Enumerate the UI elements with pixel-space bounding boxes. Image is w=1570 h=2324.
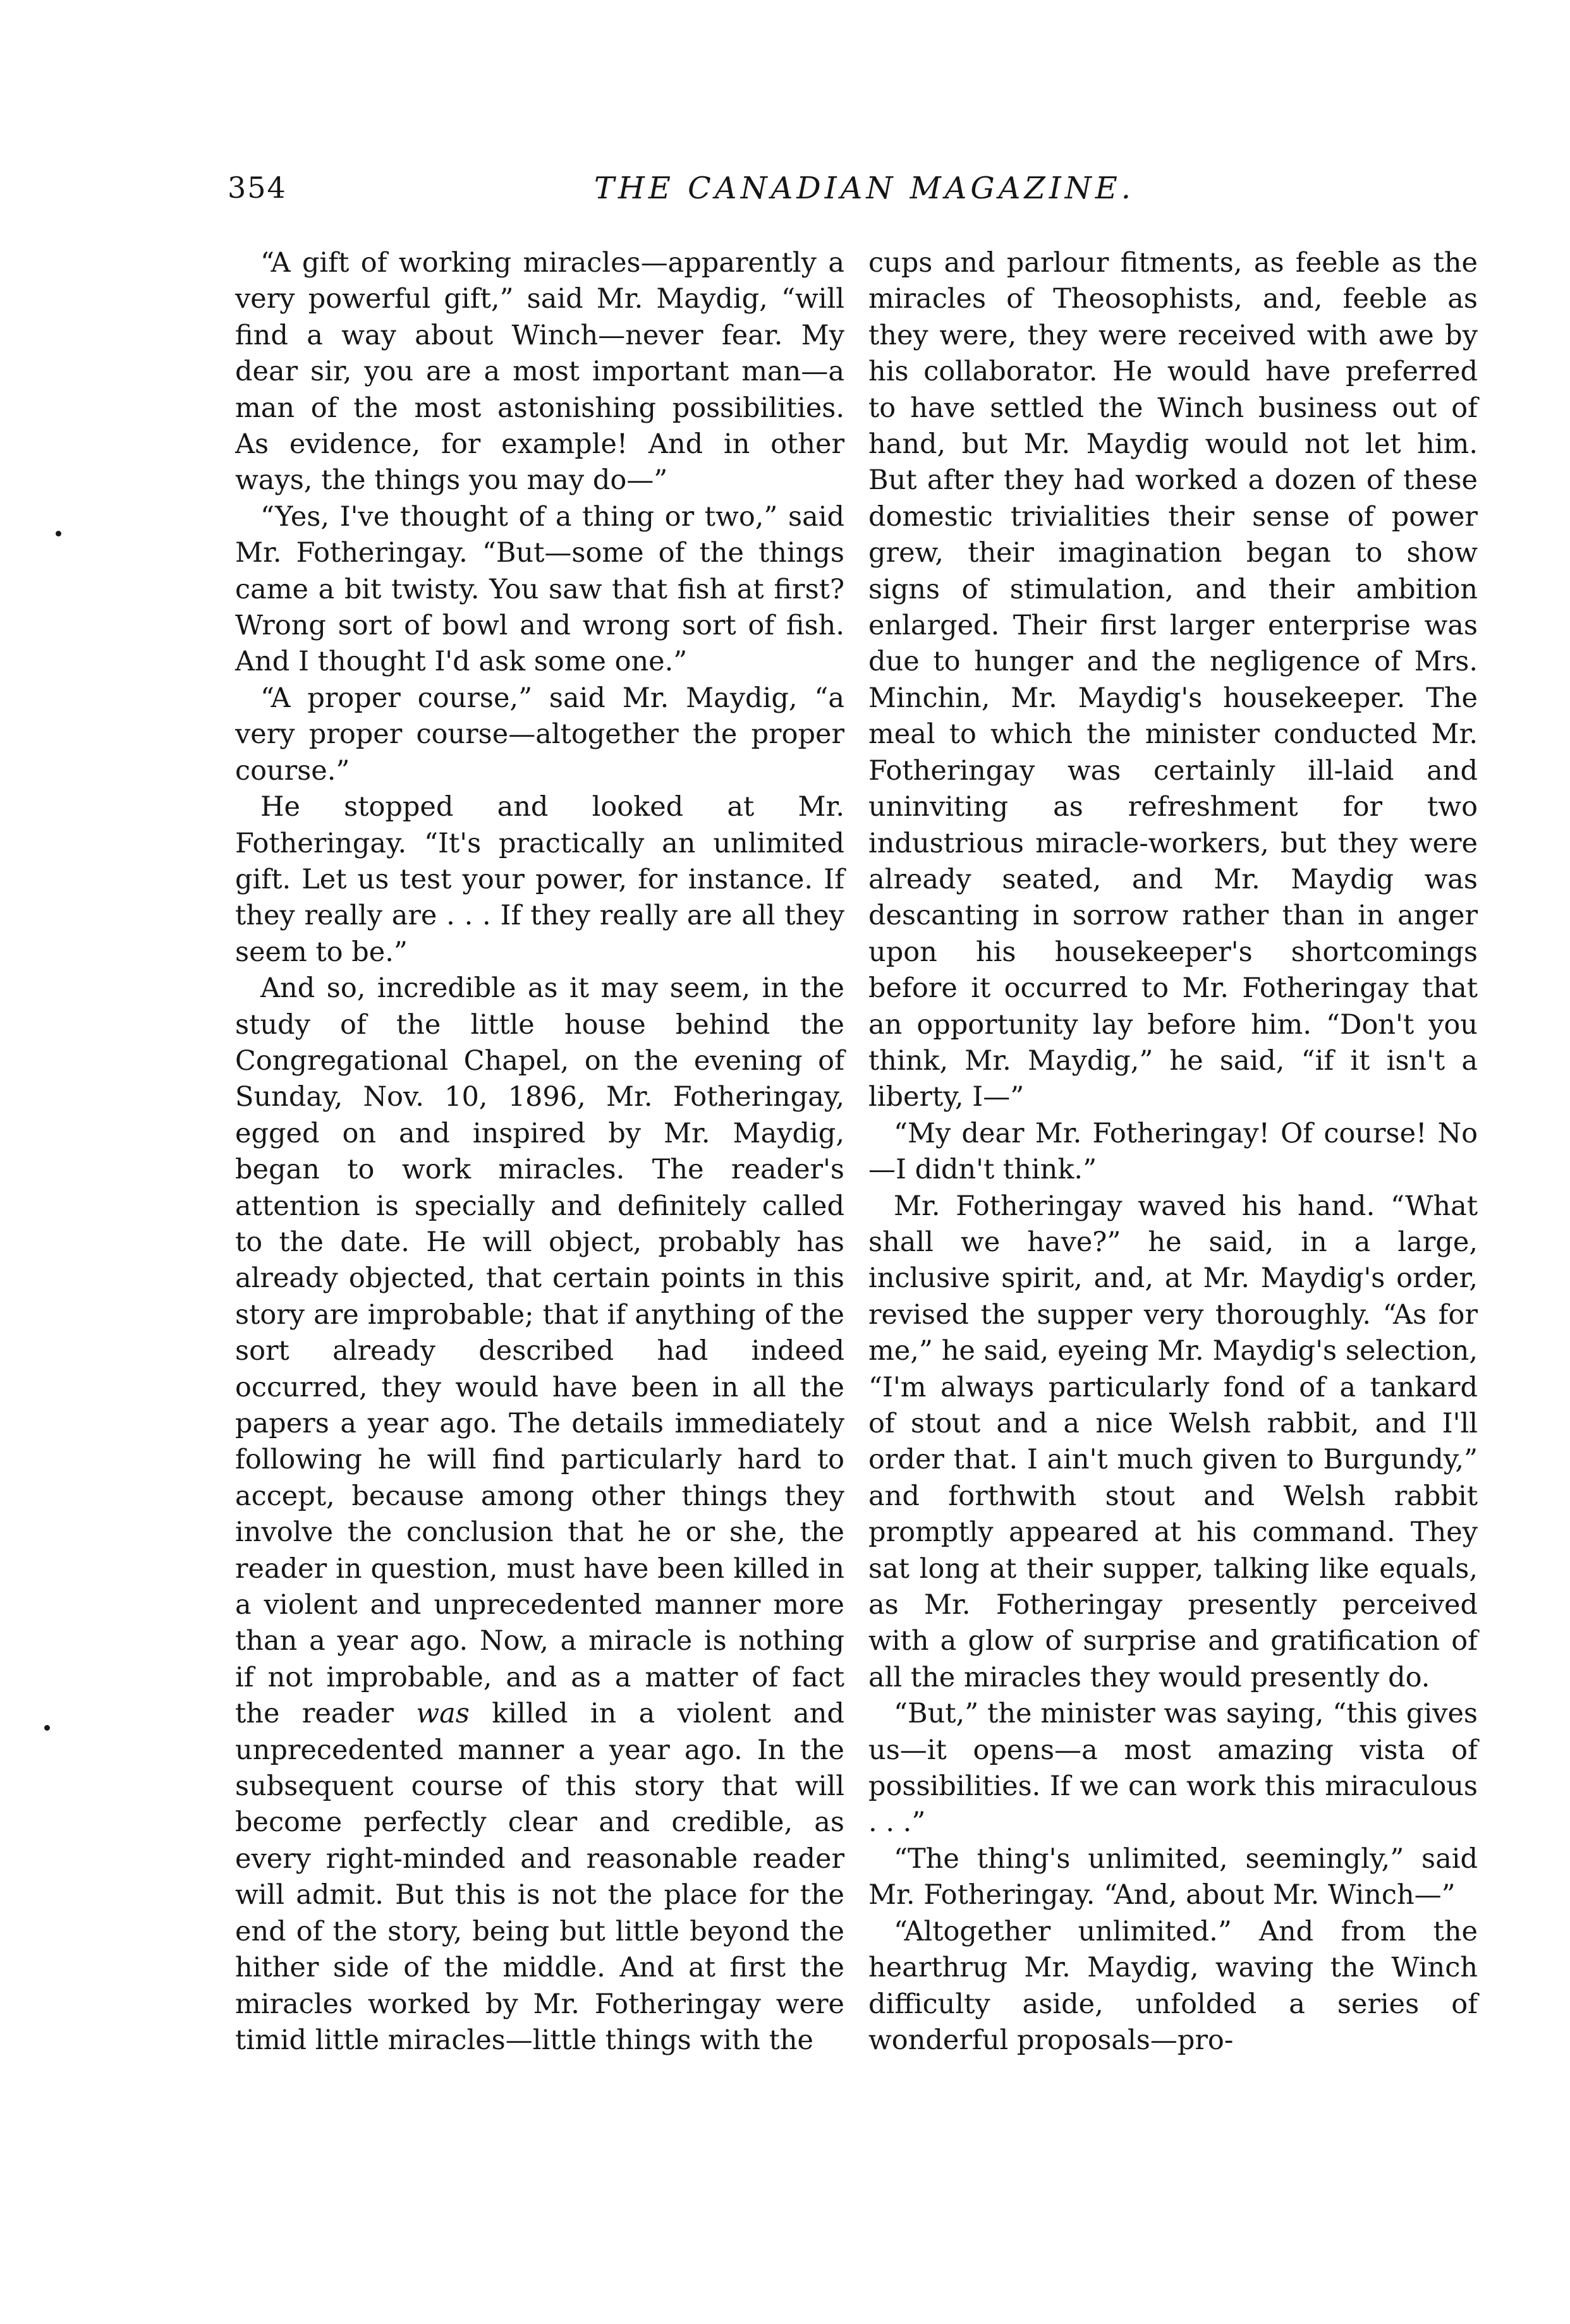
- paragraph: “Altogether unlimited.” And from the hearthrug Mr. Maydig, waving the Winch difficulty aside, unfolded a series of wonderful proposals—pro-: [868, 1915, 1478, 2056]
- print-speck: [44, 1725, 50, 1731]
- left-column: [235, 245, 844, 2059]
- paragraph: “A proper course,” said Mr. Maydig, “a very proper course—altogether the proper course.”: [235, 682, 844, 787]
- print-speck: [56, 531, 61, 536]
- paragraph: [235, 971, 844, 2059]
- right-column: [868, 245, 1478, 2059]
- paragraph: Mr. Fotheringay waved his hand. “What shall we have?” he said, in a large, inclusive spirit, and, at Mr. Maydig's order, revised the supper very thoroughly. “As for me,” he said, eyeing Mr. Maydig's selection, “I'm always particularly fond of a tankard of stout and a nice Welsh rabbit, and I'll order that. I ain't much given to Burgundy,” and forthwith stout and Welsh rabbit promptly appeared at his command. They sat long at their supper, talking like equals, as Mr. Fotheringay presently perceived with a glow of surprise and gratification of all the miracles they would presently do.: [868, 1190, 1478, 1693]
- page-header: [228, 171, 1466, 215]
- running-title: THE CANADIAN MAGAZINE.: [594, 171, 1135, 206]
- paragraph-continued: cups and parlour fitments, as feeble as the miracles of Theosophists, and, feeble as they were, they were received with awe by his collaborator. He would have preferred to have settled the Winch business out of hand, but Mr. Maydig would not let him. But after they had worked a dozen of these domestic trivialities their sense of power grew, their imagination began to show signs of stimulation, and their ambition enlarged. Their first larger enterprise was due to hunger and the negligence of Mrs. Minchin, Mr. Maydig's housekeeper. The meal to which the minister conducted Mr. Fotheringay was certainly ill-laid and uninviting as refreshment for two industrious miracle-workers, but they were already seated, and Mr. Maydig was descanting in sorrow rather than in anger upon his housekeeper's shortcomings before it occurred to Mr. Fotheringay that an opportunity lay before him. “Don't you think, Mr. Maydig,” he said, “if it isn't a liberty, I—”: [868, 247, 1478, 1113]
- paragraph: “My dear Mr. Fotheringay! Of course! No—I didn't think.”: [868, 1117, 1478, 1186]
- paragraph-text: And so, incredible as it may seem, in the study of the little house behind the Congregational Chapel, on the evening of Sunday, Nov. 10, 1896, Mr. Fotheringay, egged on and inspired by Mr. Maydig, began to work miracles. The reader's attention is specially and definitely called to the date. He will object, probably has already objected, that certain points in this story are improbable; that if anything of the sort already described had indeed occurred, they would have been in all the papers a year ago. The details immediately following he will find particularly hard to accept, because among other things they involve the conclusion that he or she, the reader in question, must have been killed in a violent and unprecedented manner more than a year ago. Now, a miracle is nothing if not improbable, and as a matter of fact the reader: [235, 972, 844, 1730]
- page-number: 354: [228, 171, 287, 205]
- paragraph-text: killed in a violent and unprecedented manner a year ago. In the subsequent course of this story that will become perfectly clear and credible, as every right-minded and reasonable reader will admit. But this is not the place for the end of the story, being but little beyond the hither side of the middle. And at first the miracles worked by Mr. Fotheringay were timid little miracles—little things with the: [235, 1698, 845, 2056]
- paragraph: “The thing's unlimited, seemingly,” said Mr. Fotheringay. “And, about Mr. Winch—”: [868, 1843, 1478, 1911]
- paragraph: “But,” the minister was saying, “this gives us—it opens—a most amazing vista of possibilities. If we can work this miraculous . . .”: [868, 1698, 1478, 1839]
- paragraph: He stopped and looked at Mr. Fotheringay. “It's practically an unlimited gift. Let us test your power, for instance. If they really are . . . If they really are all they seem to be.”: [235, 791, 844, 968]
- italic-emphasis: was: [416, 1698, 470, 1730]
- paragraph: “A gift of working miracles—apparently a very powerful gift,” said Mr. Maydig, “will find a way about Winch—never fear. My dear sir, you are a most important man—a man of the most astonishing possibilities. As evidence, for example! And in other ways, the things you may do—”: [235, 247, 844, 497]
- paragraph: “Yes, I've thought of a thing or two,” said Mr. Fotheringay. “But—some of the things came a bit twisty. You saw that fish at first? Wrong sort of bowl and wrong sort of fish. And I thought I'd ask some one.”: [235, 500, 844, 678]
